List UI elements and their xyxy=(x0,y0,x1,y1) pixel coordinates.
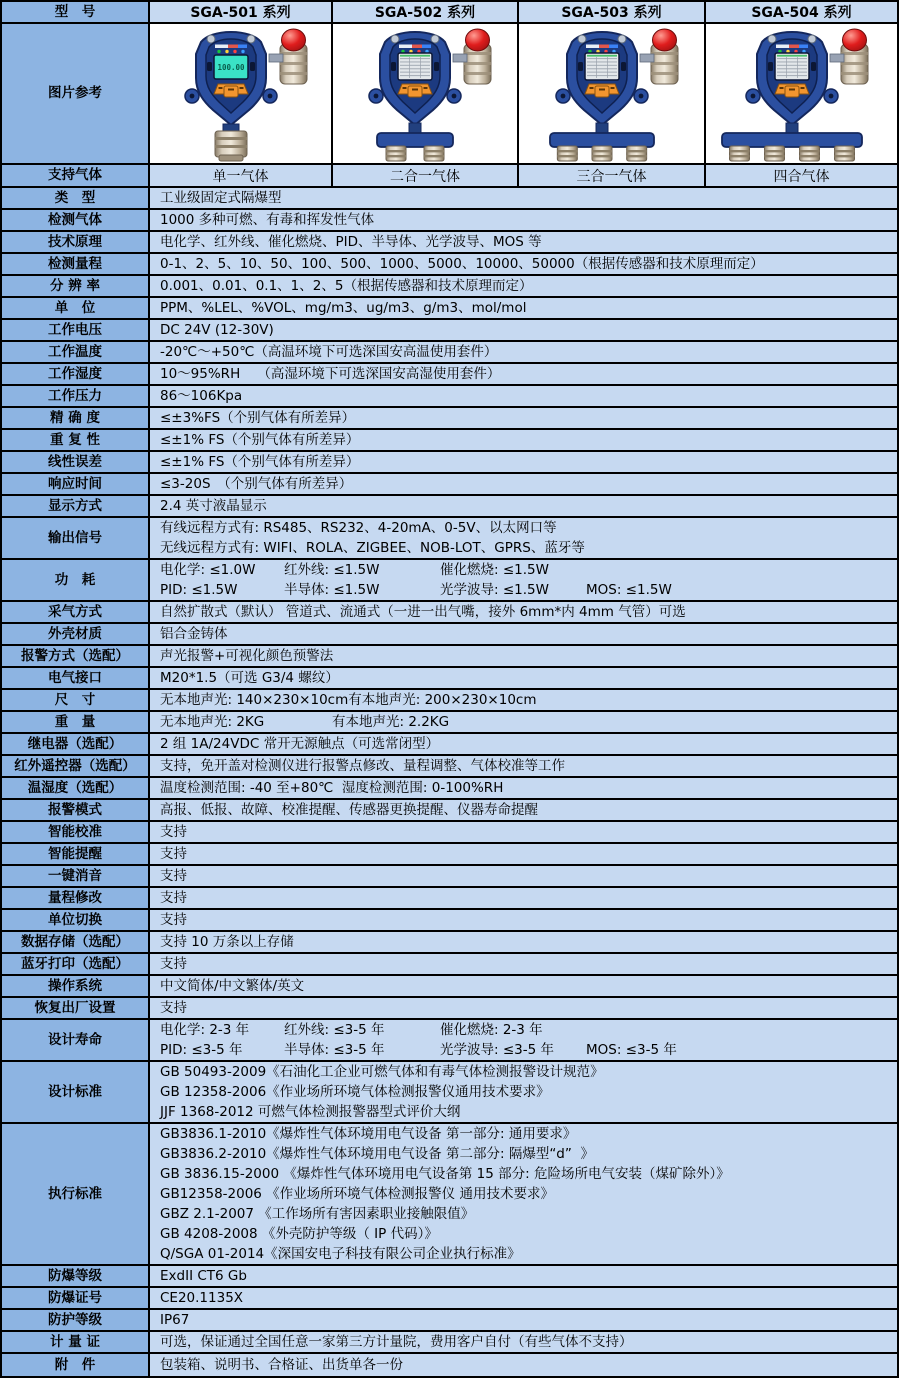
spec-row xyxy=(2,1354,897,1376)
gas-detector-device-icon xyxy=(524,24,700,163)
spec-label: 精 确 度 xyxy=(2,408,150,428)
gas-type-sga-503: 三合一气体 xyxy=(519,165,706,186)
spec-row xyxy=(2,888,897,910)
spec-value xyxy=(150,474,897,494)
spec-value-line: DC 24V (12-30V) xyxy=(160,322,274,338)
spec-value-line: 2.4 英寸液晶显示 xyxy=(160,498,267,514)
spec-value-line: ≤3-20S （个别气体有所差异） xyxy=(160,476,353,492)
spec-value xyxy=(150,1124,897,1264)
spec-row xyxy=(2,734,897,756)
spec-value xyxy=(150,602,897,622)
spec-value xyxy=(150,1288,897,1308)
spec-value-segment: 催化燃烧: ≤1.5W xyxy=(440,562,549,578)
spec-value-line: 0-1、2、5、10、50、100、500、1000、5000、10000、50000（根据传感器和技术原理而定） xyxy=(160,256,764,272)
spec-row xyxy=(2,386,897,408)
spec-value-line: GB3836.1-2010《爆炸性气体环境用电气设备 第一部分: 通用要求》 xyxy=(160,1126,577,1142)
gas-type-sga-504: 四合气体 xyxy=(706,165,897,186)
spec-label: 检测气体 xyxy=(2,210,150,230)
spec-value-line: GBZ 2.1-2007 《工作场所有害因素职业接触限值》 xyxy=(160,1206,475,1222)
spec-rows-section xyxy=(2,188,897,1376)
spec-value xyxy=(150,1310,897,1330)
spec-label: 功 耗 xyxy=(2,560,150,600)
spec-row xyxy=(2,844,897,866)
spec-label: 一键消音 xyxy=(2,866,150,886)
spec-value-line: GB 12358-2006《作业场所环境气体检测报警仪通用技术要求》 xyxy=(160,1084,550,1100)
image-cell-sga-501 xyxy=(150,24,333,163)
spec-value xyxy=(150,188,897,208)
spec-value xyxy=(150,932,897,952)
spec-value-line: PPM、%LEL、%VOL、mg/m3、ug/m3、g/m3、mol/mol xyxy=(160,300,527,316)
spec-value-line: 支持 xyxy=(160,824,187,840)
spec-row xyxy=(2,954,897,976)
spec-row xyxy=(2,560,897,602)
device-screen-reading: 100.00 xyxy=(216,63,245,72)
spec-value-line: 包装箱、说明书、合格证、出货单各一份 xyxy=(160,1357,403,1373)
spec-label: 报警方式（选配） xyxy=(2,646,150,666)
spec-row xyxy=(2,430,897,452)
spec-label: 工作湿度 xyxy=(2,364,150,384)
spec-value-line: 声光报警+可视化颜色预警法 xyxy=(160,648,334,664)
spec-row xyxy=(2,932,897,954)
spec-value-line: ExdII CT6 Gb xyxy=(160,1268,247,1284)
spec-row xyxy=(2,232,897,254)
spec-label: 附 件 xyxy=(2,1354,150,1376)
spec-label: 重 量 xyxy=(2,712,150,732)
spec-row xyxy=(2,1310,897,1332)
spec-row xyxy=(2,1266,897,1288)
supported-gas-row xyxy=(2,165,897,188)
spec-value-line: GB 3836.15-2000 《爆炸性气体环境用电气设备第 15 部分: 危险场所电气安装（煤矿除外）》 xyxy=(160,1166,730,1182)
spec-value xyxy=(150,646,897,666)
gas-detector-device-icon xyxy=(337,24,513,163)
spec-row xyxy=(2,866,897,888)
spec-label: 采气方式 xyxy=(2,602,150,622)
spec-value-line: 电化学、红外线、催化燃烧、PID、半导体、光学波导、MOS 等 xyxy=(160,234,542,250)
spec-value-line: 支持，免开盖对检测仪进行报警点修改、量程调整、气体校准等工作 xyxy=(160,758,565,774)
spec-value-line xyxy=(160,560,891,580)
spec-value-segment: MOS: ≤1.5W xyxy=(586,582,672,598)
spec-label: 温湿度（选配） xyxy=(2,778,150,798)
spec-value-line: 有线远程方式有: RS485、RS232、4-20mA、0-5V、以太网口等 xyxy=(160,520,557,536)
spec-row xyxy=(2,646,897,668)
spec-value xyxy=(150,1020,897,1060)
model-header-sga-503: SGA-503 系列 xyxy=(519,2,706,22)
spec-value xyxy=(150,668,897,688)
spec-value xyxy=(150,1332,897,1352)
spec-value xyxy=(150,276,897,296)
spec-value-line: 10～95%RH （高湿环境下可选深国安高湿使用套件） xyxy=(160,366,501,382)
image-cell-sga-502 xyxy=(333,24,519,163)
spec-row xyxy=(2,756,897,778)
spec-value xyxy=(150,210,897,230)
spec-value xyxy=(150,1062,897,1122)
spec-label: 设计标准 xyxy=(2,1062,150,1122)
spec-row xyxy=(2,1124,897,1266)
spec-value-line: -20℃～+50℃（高温环境下可选深国安高温使用套件） xyxy=(160,344,498,360)
spec-value xyxy=(150,364,897,384)
spec-row xyxy=(2,1062,897,1124)
spec-value xyxy=(150,1266,897,1286)
spec-value-line: 支持 xyxy=(160,846,187,862)
image-reference-row xyxy=(2,24,897,165)
spec-label: 外壳材质 xyxy=(2,624,150,644)
spec-value xyxy=(150,800,897,820)
spec-value-line: GB12358-2006 《作业场所环境气体检测报警仪 通用技术要求》 xyxy=(160,1186,554,1202)
spec-value-line: 铝合金铸体 xyxy=(160,626,228,642)
spec-value-line: 可选，保证通过全国任意一家第三方计量院，费用客户自付（有些气体不支持） xyxy=(160,1334,633,1350)
spec-value xyxy=(150,712,897,732)
spec-value-segment: 催化燃烧: 2-3 年 xyxy=(440,1022,543,1038)
spec-label: 设计寿命 xyxy=(2,1020,150,1060)
spec-row xyxy=(2,364,897,386)
spec-label: 分 辨 率 xyxy=(2,276,150,296)
spec-value xyxy=(150,560,897,600)
spec-value-segment: 半导体: ≤1.5W xyxy=(284,582,380,598)
spec-row xyxy=(2,518,897,560)
spec-value xyxy=(150,998,897,1018)
spec-value-segment: PID: ≤3-5 年 xyxy=(160,1042,243,1058)
gas-row-label: 支持气体 xyxy=(2,165,150,186)
spec-label: 计 量 证 xyxy=(2,1332,150,1352)
spec-row xyxy=(2,298,897,320)
spec-label: 报警模式 xyxy=(2,800,150,820)
image-cell-sga-504 xyxy=(706,24,897,163)
spec-value-line: 高报、低报、故障、校准提醒、传感器更换提醒、仪器寿命提醒 xyxy=(160,802,538,818)
spec-label: 执行标准 xyxy=(2,1124,150,1264)
spec-value-line: 0.001、0.01、0.1、1、2、5（根据传感器和技术原理而定） xyxy=(160,278,533,294)
spec-row xyxy=(2,1020,897,1062)
spec-value xyxy=(150,518,897,558)
spec-value-line: ≤±1% FS（个别气体有所差异） xyxy=(160,454,360,470)
spec-value xyxy=(150,386,897,406)
spec-value-segment: 光学波导: ≤3-5 年 xyxy=(440,1042,554,1058)
spec-value-segment: PID: ≤1.5W xyxy=(160,582,238,598)
spec-label: 数据存储（选配） xyxy=(2,932,150,952)
spec-value xyxy=(150,910,897,930)
spec-value-line: GB 4208-2008 《外壳防护等级（ IP 代码）》 xyxy=(160,1226,438,1242)
spec-label: 蓝牙打印（选配） xyxy=(2,954,150,974)
spec-value-segment: 光学波导: ≤1.5W xyxy=(440,582,549,598)
spec-row xyxy=(2,408,897,430)
spec-value xyxy=(150,822,897,842)
spec-row xyxy=(2,712,897,734)
spec-label: 操作系统 xyxy=(2,976,150,996)
model-header-sga-501: SGA-501 系列 xyxy=(150,2,333,22)
spec-label: 防爆等级 xyxy=(2,1266,150,1286)
spec-label: 防爆证号 xyxy=(2,1288,150,1308)
spec-label: 响应时间 xyxy=(2,474,150,494)
spec-value xyxy=(150,954,897,974)
spec-value xyxy=(150,844,897,864)
spec-label: 检测量程 xyxy=(2,254,150,274)
spec-value-line: 工业级固定式隔爆型 xyxy=(160,190,282,206)
spec-row xyxy=(2,188,897,210)
spec-value xyxy=(150,254,897,274)
image-cell-sga-503 xyxy=(519,24,706,163)
spec-value-line: ≤±3%FS（个别气体有所差异） xyxy=(160,410,356,426)
spec-label: 输出信号 xyxy=(2,518,150,558)
spec-value-segment: 无本地声光: 2KG xyxy=(160,714,265,730)
spec-value xyxy=(150,430,897,450)
spec-value-line: 支持 xyxy=(160,890,187,906)
spec-row xyxy=(2,474,897,496)
spec-label: 电气接口 xyxy=(2,668,150,688)
spec-value-segment: 红外线: ≤3-5 年 xyxy=(284,1022,385,1038)
spec-value-line: CE20.1135X xyxy=(160,1290,244,1306)
image-row-label: 图片参考 xyxy=(2,24,150,163)
spec-value xyxy=(150,320,897,340)
spec-row xyxy=(2,778,897,800)
spec-row xyxy=(2,690,897,712)
spec-value xyxy=(150,778,897,798)
spec-value-line: GB3836.2-2010《爆炸性气体环境用电气设备 第二部分: 隔爆型“d” 》 xyxy=(160,1146,594,1162)
gas-type-sga-501: 单一气体 xyxy=(150,165,333,186)
spec-value xyxy=(150,496,897,516)
spec-label: 重 复 性 xyxy=(2,430,150,450)
spec-row xyxy=(2,602,897,624)
model-header-row xyxy=(2,2,897,24)
spec-row xyxy=(2,668,897,690)
spec-value-line: M20*1.5（可选 G3/4 螺纹） xyxy=(160,670,339,686)
spec-value-line: ≤±1% FS（个别气体有所差异） xyxy=(160,432,360,448)
spec-row xyxy=(2,1332,897,1354)
spec-row xyxy=(2,624,897,646)
spec-value-line: Q/SGA 01-2014《深国安电子科技有限公司企业执行标准》 xyxy=(160,1246,521,1262)
spec-row xyxy=(2,1288,897,1310)
spec-value xyxy=(150,1354,897,1376)
spec-value-line xyxy=(160,690,891,710)
spec-value-line: 支持 xyxy=(160,868,187,884)
spec-row xyxy=(2,998,897,1020)
spec-label: 尺 寸 xyxy=(2,690,150,710)
spec-label: 继电器（选配） xyxy=(2,734,150,754)
spec-value-line xyxy=(160,1020,891,1040)
spec-label: 显示方式 xyxy=(2,496,150,516)
spec-label: 单位切换 xyxy=(2,910,150,930)
spec-value-line xyxy=(160,580,891,600)
spec-value-line: 中文简体/中文繁体/英文 xyxy=(160,978,305,994)
spec-row xyxy=(2,210,897,232)
spec-value-segment: 有本地声光: 200×230×10cm xyxy=(348,692,537,708)
model-row-label: 型 号 xyxy=(2,2,150,22)
spec-value-line xyxy=(160,1040,891,1060)
spec-value-segment: 半导体: ≤3-5 年 xyxy=(284,1042,385,1058)
spec-label: 智能提醒 xyxy=(2,844,150,864)
gas-type-sga-502: 二合一气体 xyxy=(333,165,519,186)
spec-value-line xyxy=(160,712,891,732)
spec-value xyxy=(150,690,897,710)
spec-value-segment: 有本地声光: 2.2KG xyxy=(332,714,450,730)
spec-value-line: IP67 xyxy=(160,1312,190,1328)
spec-row xyxy=(2,276,897,298)
spec-value-line: JJF 1368-2012 可燃气体检测报警器型式评价大纲 xyxy=(160,1104,461,1120)
spec-value-segment: 电化学: 2-3 年 xyxy=(160,1022,250,1038)
spec-label: 类 型 xyxy=(2,188,150,208)
spec-row xyxy=(2,342,897,364)
spec-label: 单 位 xyxy=(2,298,150,318)
spec-label: 量程修改 xyxy=(2,888,150,908)
spec-label: 工作温度 xyxy=(2,342,150,362)
spec-label: 工作压力 xyxy=(2,386,150,406)
spec-value xyxy=(150,232,897,252)
spec-label: 恢复出厂设置 xyxy=(2,998,150,1018)
spec-value-line: 温度检测范围: -40 至+80℃ 湿度检测范围: 0-100%RH xyxy=(160,780,504,796)
spec-value xyxy=(150,734,897,754)
spec-value-line: 支持 xyxy=(160,956,187,972)
gas-detector-device-icon xyxy=(153,24,329,163)
spec-value-segment: 红外线: ≤1.5W xyxy=(284,562,380,578)
spec-value-segment: 电化学: ≤1.0W xyxy=(160,562,256,578)
spec-label: 工作电压 xyxy=(2,320,150,340)
spec-value xyxy=(150,976,897,996)
spec-label: 技术原理 xyxy=(2,232,150,252)
model-header-sga-504: SGA-504 系列 xyxy=(706,2,897,22)
spec-value-line: GB 50493-2009《石油化工企业可燃气体和有毒气体检测报警设计规范》 xyxy=(160,1064,604,1080)
spec-value-line: 86～106Kpa xyxy=(160,388,243,404)
model-header-sga-502: SGA-502 系列 xyxy=(333,2,519,22)
spec-label: 智能校准 xyxy=(2,822,150,842)
spec-value xyxy=(150,624,897,644)
spec-value-line: 支持 xyxy=(160,912,187,928)
spec-value xyxy=(150,298,897,318)
spec-value-line: 自然扩散式（默认） 管道式、流通式（一进一出气嘴，接外 6mm*内 4mm 气管）可选 xyxy=(160,604,686,620)
gas-detector-device-icon xyxy=(714,24,890,163)
spec-value-line: 支持 xyxy=(160,1000,187,1016)
spec-value xyxy=(150,452,897,472)
spec-row xyxy=(2,254,897,276)
spec-row xyxy=(2,822,897,844)
spec-value xyxy=(150,756,897,776)
spec-row xyxy=(2,496,897,518)
spec-value-segment: MOS: ≤3-5 年 xyxy=(586,1042,677,1058)
spec-row xyxy=(2,452,897,474)
spec-value-segment: 无本地声光: 140×230×10cm xyxy=(160,692,349,708)
spec-value-line: 无线远程方式有: WIFI、ROLA、ZIGBEE、NOB-LOT、GPRS、蓝牙等 xyxy=(160,540,585,556)
spec-value-line: 1000 多种可燃、有毒和挥发性气体 xyxy=(160,212,375,228)
spec-value xyxy=(150,408,897,428)
spec-value-line: 支持 10 万条以上存储 xyxy=(160,934,294,950)
spec-label: 线性误差 xyxy=(2,452,150,472)
spec-row xyxy=(2,976,897,998)
spec-row xyxy=(2,800,897,822)
spec-value xyxy=(150,866,897,886)
spec-value xyxy=(150,888,897,908)
spec-value-line: 2 组 1A/24VDC 常开无源触点（可选常闭型） xyxy=(160,736,440,752)
spec-row xyxy=(2,910,897,932)
spec-row xyxy=(2,320,897,342)
spec-label: 红外遥控器（选配） xyxy=(2,756,150,776)
spec-value xyxy=(150,342,897,362)
spec-label: 防护等级 xyxy=(2,1310,150,1330)
